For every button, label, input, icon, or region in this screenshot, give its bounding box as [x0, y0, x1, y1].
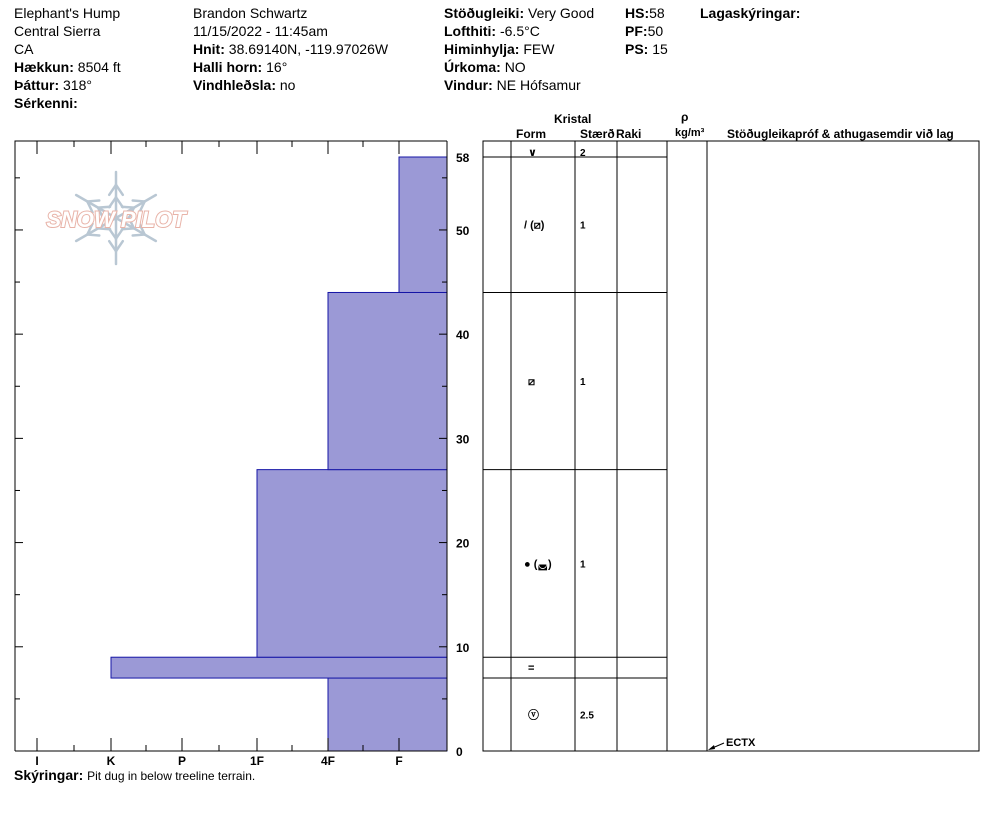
pf-value: 50 [647, 23, 664, 39]
aspect-label: Þáttur: [14, 77, 60, 93]
aspect-value: 318° [63, 77, 92, 93]
coords-value: 38.69140N, -119.97026W [228, 41, 389, 57]
hardness-bar [328, 678, 447, 751]
x-tick-label: P [177, 754, 187, 768]
y-tick-label: 20 [456, 536, 470, 551]
notes-label: Skýringar: [14, 767, 84, 783]
region: Central Sierra [14, 23, 101, 39]
y-tick-label: 40 [456, 328, 470, 343]
y-tick-label: 50 [456, 223, 470, 238]
layer-grain-size: 2 [580, 147, 586, 159]
x-tick-label: F [395, 754, 403, 768]
y-tick-label: 10 [456, 640, 470, 655]
layer-grain-form: = [528, 662, 535, 675]
form-header: Form [516, 127, 546, 141]
stability-tests-header: Stöðugleikapróf & athugasemdir við lag [727, 127, 954, 141]
y-tick-label: 58 [456, 151, 470, 165]
test-pointer-arrow [708, 745, 715, 750]
sky-label: Himinhylja: [444, 41, 520, 57]
x-tick-label: 4F [320, 754, 336, 768]
slope-label: Halli horn: [193, 59, 263, 75]
wind-value: NE Hófsamur [496, 77, 581, 93]
hs-value: 58 [649, 5, 665, 21]
hardness-bar [399, 157, 447, 292]
precip-label: Úrkoma: [444, 59, 501, 75]
slope-value: 16° [266, 59, 288, 75]
layer-grain-size: 1 [580, 220, 586, 232]
layer-grain-form: ⓥ [528, 709, 539, 722]
notes [14, 766, 255, 785]
datetime: 11/15/2022 - 11:45am [193, 23, 328, 39]
stability-test-label: ECTX [726, 737, 756, 749]
air-temp-value: -6.5°C [499, 23, 540, 39]
legend-label: Lagaskýringar: [700, 5, 801, 21]
hardness-bar [257, 470, 447, 658]
size-header: Stærð [580, 127, 615, 141]
elevation-value: 8504 ft [77, 59, 121, 75]
crystal-header: Kristal [554, 112, 592, 126]
ps-label: PS: [625, 41, 649, 57]
layer-grain-form: ∨ [528, 146, 537, 159]
pf-label: PF: [625, 23, 648, 39]
layer-table-frame [483, 141, 979, 751]
stability-value: Very Good [528, 5, 595, 21]
features-label: Sérkenni: [14, 95, 78, 111]
hardness-bar [328, 292, 447, 469]
notes-value: Pit dug in below treeline terrain. [87, 769, 256, 783]
layer-grain-size: 1 [580, 559, 586, 571]
y-tick-label: 0 [456, 745, 463, 759]
density-unit-header: kg/m³ [675, 127, 705, 139]
layer-grain-size: 1 [580, 377, 586, 389]
sky-value: FEW [523, 41, 555, 57]
layer-grain-form: / (⧄) [524, 219, 545, 232]
stability-label: Stöðugleiki: [444, 5, 525, 21]
x-tick-label: K [106, 754, 116, 768]
y-tick-label: 30 [456, 432, 470, 447]
hardness-bar [111, 657, 447, 678]
layer-grain-size: 2.5 [580, 710, 594, 722]
location-name: Elephant's Hump [14, 5, 121, 21]
state: CA [14, 41, 34, 57]
rho-header: ρ [681, 110, 689, 124]
wind-label: Vindur: [444, 77, 493, 93]
coords-label: Hnit: [193, 41, 225, 57]
hs-label: HS: [625, 5, 650, 21]
x-tick-label: I [35, 754, 39, 768]
layer-grain-form: ⧄ [528, 376, 535, 389]
observer: Brandon Schwartz [193, 5, 308, 21]
wind-loading-label: Vindhleðsla: [193, 77, 276, 93]
x-tick-label: 1F [249, 754, 265, 768]
ps-value: 15 [652, 41, 668, 57]
wind-loading-value: no [279, 77, 296, 93]
logo-text: SNOW PILOT [46, 207, 186, 232]
air-temp-label: Lofthiti: [444, 23, 497, 39]
precip-value: NO [504, 59, 526, 75]
moisture-header: Raki [616, 127, 642, 141]
elevation-label: Hækkun: [14, 59, 74, 75]
layer-grain-form: ● (◛) [524, 558, 552, 571]
